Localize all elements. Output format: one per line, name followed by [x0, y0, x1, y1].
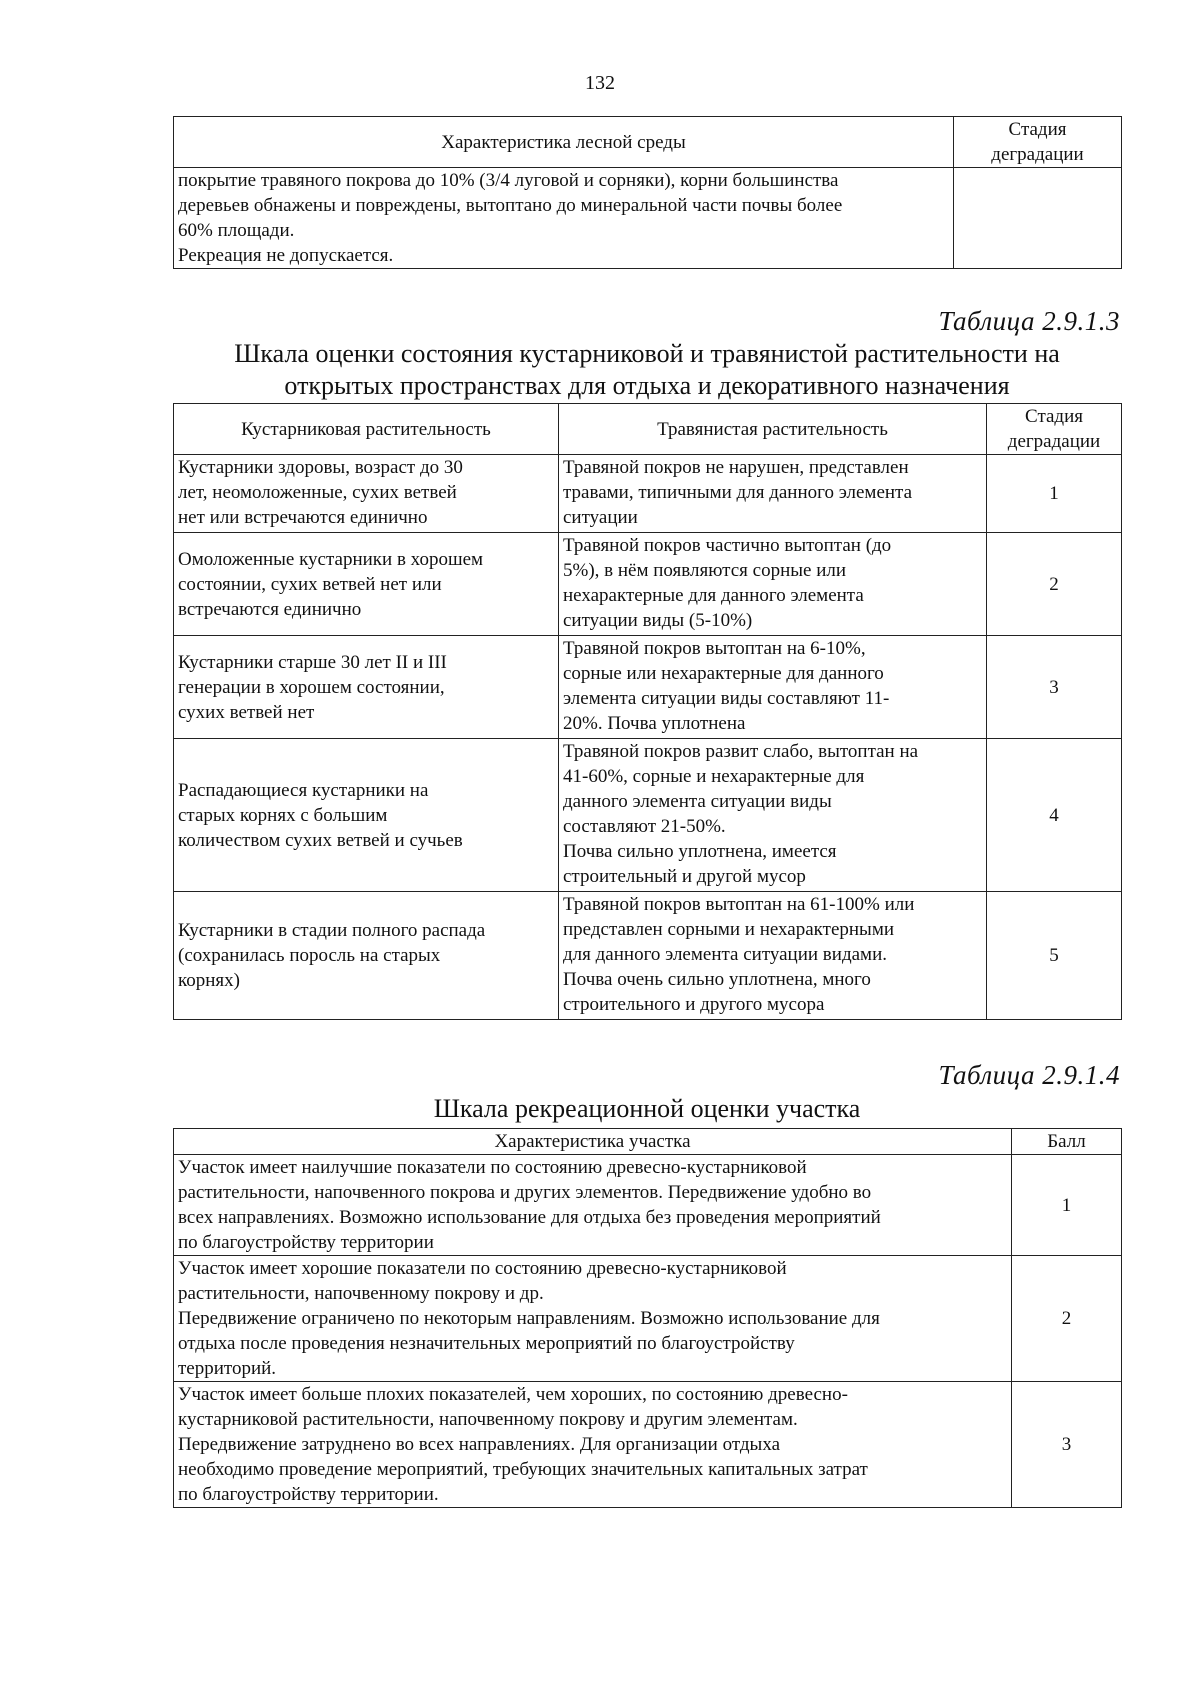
header-degradation-stage: Стадия деградации	[954, 117, 1122, 168]
grass-cell: Травяной покров вытоптан на 61-100% или представлен сорными и нехарактерными для данного элемента ситуации видами. Почва очень сильно уплотнена, много строительного и другого мусора	[559, 892, 987, 1020]
header-degradation-stage: Стадия деградации	[987, 404, 1122, 455]
table-2913-shrub-grass-scale	[173, 403, 1122, 1020]
page-number: 132	[585, 72, 615, 94]
stage-cell: 2	[987, 533, 1122, 636]
site-characteristic-cell: Участок имеет хорошие показатели по состоянию древесно-кустарниковой растительности, напочвенному покрову и др. Передвижение ограничено по некоторым направлениям. Возможно использование для отдыха после проведения незначительных мероприятий по благоустройству территорий.	[174, 1256, 1012, 1382]
header-site-characteristic: Характеристика участка	[174, 1129, 1012, 1155]
header-forest-characteristic: Характеристика лесной среды	[174, 117, 954, 168]
table-row	[174, 739, 1122, 892]
header-score: Балл	[1012, 1129, 1122, 1155]
table-2914-title: Шкала рекреационной оценки участка	[433, 1094, 861, 1123]
site-characteristic-cell: Участок имеет больше плохих показателей, чем хороших, по состоянию древесно- кустарниковой растительности, напочвенному покрову и другим элементам. Передвижение затруднено во всех направлениях. Для организации отдыха необходимо проведение мероприятий, требующих значительных капитальных затрат по благоустройству территории.	[174, 1382, 1012, 1508]
forest-characteristic-cell: покрытие травяного покрова до 10% (3/4 луговой и сорняки), корни большинства деревьев обнажены и повреждены, вытоптано до минеральной части почвы более 60% площади. Рекреация не допускается.	[174, 168, 954, 269]
stage-cell: 5	[987, 892, 1122, 1020]
table-header-row	[174, 404, 1122, 455]
table-row	[174, 636, 1122, 739]
score-cell: 1	[1012, 1155, 1122, 1256]
table-2914-label: Таблица 2.9.1.4	[938, 1060, 1120, 1090]
shrub-cell: Кустарники старше 30 лет II и III генерации в хорошем состоянии, сухих ветвей нет	[174, 636, 559, 739]
grass-cell: Травяной покров не нарушен, представлен травами, типичными для данного элемента ситуации	[559, 455, 987, 533]
table-row	[174, 168, 1122, 269]
degradation-stage-cell	[954, 168, 1122, 269]
grass-cell: Травяной покров развит слабо, вытоптан на 41-60%, сорные и нехарактерные для данного элемента ситуации виды составляют 21-50%. Почва сильно уплотнена, имеется строительный и другой мусор	[559, 739, 987, 892]
header-shrub-vegetation: Кустарниковая растительность	[174, 404, 559, 455]
site-characteristic-cell: Участок имеет наилучшие показатели по состоянию древесно-кустарниковой растительности, напочвенного покрова и других элементов. Передвижение удобно во всех направлениях. Возможно использование для отдыха без проведения мероприятий по благоустройству территории	[174, 1155, 1012, 1256]
score-cell: 3	[1012, 1382, 1122, 1508]
table-header-row	[174, 117, 1122, 168]
table-2913-title: Шкала оценки состояния кустарниковой и травянистой растительности на открытых пространствах для отдыха и декоративного назначения	[234, 339, 1060, 400]
grass-cell: Травяной покров вытоптан на 6-10%, сорные или нехарактерные для данного элемента ситуации виды составляют 11- 20%. Почва уплотнена	[559, 636, 987, 739]
table-forest-environment-continued	[173, 116, 1122, 269]
table-2913-label: Таблица 2.9.1.3	[938, 306, 1120, 336]
shrub-cell: Распадающиеся кустарники на старых корнях с большим количеством сухих ветвей и сучьев	[174, 739, 559, 892]
stage-cell: 1	[987, 455, 1122, 533]
score-cell: 2	[1012, 1256, 1122, 1382]
table-row	[174, 1155, 1122, 1256]
table-row	[174, 1382, 1122, 1508]
grass-cell: Травяной покров частично вытоптан (до 5%), в нём появляются сорные или нехарактерные для данного элемента ситуации виды (5-10%)	[559, 533, 987, 636]
stage-cell: 4	[987, 739, 1122, 892]
table-row	[174, 892, 1122, 1020]
shrub-cell: Кустарники в стадии полного распада (сохранилась поросль на старых корнях)	[174, 892, 559, 1020]
header-grass-vegetation: Травянистая растительность	[559, 404, 987, 455]
table-row	[174, 533, 1122, 636]
table-2914-recreational-scale	[173, 1128, 1122, 1508]
table-row	[174, 1256, 1122, 1382]
shrub-cell: Кустарники здоровы, возраст до 30 лет, неомоложенные, сухих ветвей нет или встречаются единично	[174, 455, 559, 533]
table-header-row	[174, 1129, 1122, 1155]
stage-cell: 3	[987, 636, 1122, 739]
shrub-cell: Омоложенные кустарники в хорошем состоянии, сухих ветвей нет или встречаются единично	[174, 533, 559, 636]
table-row	[174, 455, 1122, 533]
